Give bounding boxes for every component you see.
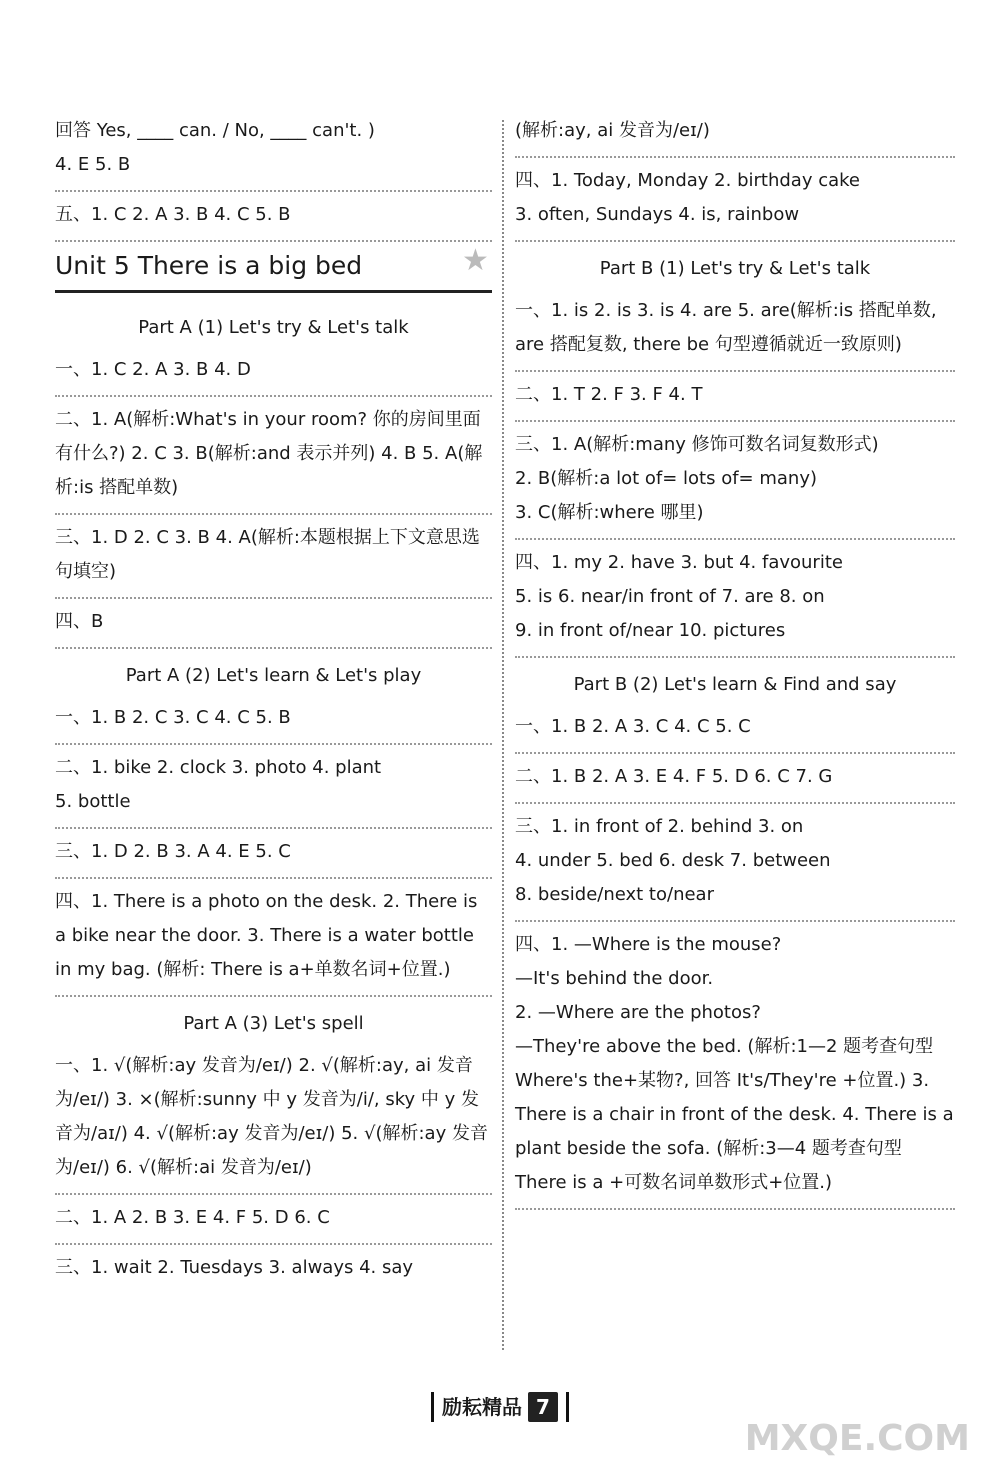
- answer-line: 五、1. C 2. A 3. B 4. C 5. B: [55, 204, 291, 225]
- answer-line: 二、1. A(解析:What's in your room? 你的房间里面有什么?) 2. C 3. B(解析:and 表示并列) 4. B 5. A(解析:is 搭配单数): [55, 409, 483, 498]
- answer-line: 三、1. D 2. C 3. B 4. A(解析:本题根据上下文意思选句填空): [55, 527, 480, 582]
- question-block: [515, 754, 955, 804]
- answer-line: 一、1. is 2. is 3. is 4. are 5. are(解析:is 搭配单数, are 搭配复数, there be 句型遵循就近一致原则): [515, 300, 937, 355]
- carryover-block: [515, 108, 955, 158]
- question-block: [55, 695, 492, 745]
- question-block: [55, 599, 492, 649]
- answer-line: 一、1. B 2. C 3. C 4. C 5. B: [55, 707, 291, 728]
- question-block: [55, 879, 492, 997]
- answer-line: 四、1. —Where is the mouse?: [515, 934, 782, 955]
- answer-line: 四、B: [55, 611, 104, 632]
- question-block: [515, 372, 955, 422]
- answer-line: 2. —Where are the photos?: [515, 1002, 761, 1023]
- answer-line: —It's behind the door.: [515, 968, 714, 989]
- footer-brand-box: [431, 1392, 569, 1422]
- part-heading: Part A (1) Let's try & Let's talk: [138, 317, 409, 338]
- answer-line: 三、1. in front of 2. behind 3. on: [515, 816, 804, 837]
- answer-line: 四、1. There is a photo on the desk. 2. There is a bike near the door. 3. There is a water bottle in my bag. (解析: There is a+单数名词+位置.): [55, 891, 478, 980]
- watermark: MXQE.COM: [744, 1418, 970, 1459]
- question-block: [55, 1195, 492, 1245]
- question-block: [55, 347, 492, 397]
- answer-line: 二、1. B 2. A 3. E 4. F 5. D 6. C 7. G: [515, 766, 833, 787]
- question-block: [55, 745, 492, 829]
- answer-line: —They're above the bed. (解析:1—2 题考查句型 Where's the+某物?, 回答 It's/They're +位置.) 3. There is a chair in front of the desk. 4. There is a plant beside the sofa. (解析:3—4 题考查句型 There is a +可数名词单数形式+位置.): [515, 1036, 954, 1193]
- answer-line: 四、1. Today, Monday 2. birthday cake: [515, 170, 860, 191]
- star-icon: ★: [462, 243, 489, 278]
- part-heading: Part B (2) Let's learn & Find and say: [573, 674, 897, 695]
- question-block: [515, 422, 955, 540]
- answer-line: 2. B(解析:a lot of= lots of= many): [515, 468, 818, 489]
- answer-line: 8. beside/next to/near: [515, 884, 714, 905]
- question-block: [55, 829, 492, 879]
- question-block: [55, 397, 492, 515]
- part-heading: Part B (1) Let's try & Let's talk: [599, 258, 871, 279]
- answer-line: 二、1. bike 2. clock 3. photo 4. plant: [55, 757, 382, 778]
- page-number: 7: [528, 1392, 558, 1422]
- unit-title: [55, 242, 492, 293]
- section-five-block: [55, 192, 492, 242]
- question-block: [515, 158, 955, 242]
- answer-line: 一、1. B 2. A 3. C 4. C 5. C: [515, 716, 751, 737]
- left-column: [55, 108, 492, 1293]
- right-column: [515, 108, 955, 1210]
- answer-line: 回答 Yes, ____ can. / No, ____ can't. ): [55, 120, 375, 141]
- question-block: [515, 540, 955, 658]
- answer-line: 5. bottle: [55, 791, 131, 812]
- answer-line: 4. E 5. B: [55, 154, 131, 175]
- answer-line: 三、1. D 2. B 3. A 4. E 5. C: [55, 841, 291, 862]
- question-block: [515, 704, 955, 754]
- question-block: [55, 515, 492, 599]
- answer-line: 四、1. my 2. have 3. but 4. favourite: [515, 552, 843, 573]
- answer-line: 3. C(解析:where 哪里): [515, 502, 704, 523]
- answer-line: 5. is 6. near/in front of 7. are 8. on: [515, 586, 825, 607]
- column-divider: [502, 120, 504, 1350]
- answer-line: 4. under 5. bed 6. desk 7. between: [515, 850, 831, 871]
- question-block: [515, 922, 955, 1210]
- answer-line: 二、1. T 2. F 3. F 4. T: [515, 384, 703, 405]
- question-block: [55, 1245, 492, 1293]
- part-heading: Part A (3) Let's spell: [183, 1013, 364, 1034]
- question-block: [55, 1043, 492, 1195]
- answer-line: (解析:ay, ai 发音为/eɪ/): [515, 120, 710, 141]
- answer-line: 三、1. A(解析:many 修饰可数名词复数形式): [515, 434, 879, 455]
- answer-line: 3. often, Sundays 4. is, rainbow: [515, 204, 800, 225]
- carryover-block: [55, 108, 492, 192]
- question-block: [515, 288, 955, 372]
- answer-line: 一、1. C 2. A 3. B 4. D: [55, 359, 251, 380]
- question-block: [515, 804, 955, 922]
- brand-name: 励耘精品: [442, 1395, 523, 1419]
- part-heading: Part A (2) Let's learn & Let's play: [125, 665, 422, 686]
- answer-line: 一、1. √(解析:ay 发音为/eɪ/) 2. √(解析:ay, ai 发音为/eɪ/) 3. ×(解析:sunny 中 y 发音为/i/, sky 中 y 发音为/aɪ/) 4. √(解析:ay 发音为/eɪ/) 5. √(解析:ay 发音为/eɪ/) 6. √(解析:ai 发音为/eɪ/): [55, 1055, 488, 1178]
- answer-line: 三、1. wait 2. Tuesdays 3. always 4. say: [55, 1257, 414, 1278]
- unit-title-text: Unit 5 There is a big bed: [55, 251, 363, 280]
- answer-line: 二、1. A 2. B 3. E 4. F 5. D 6. C: [55, 1207, 330, 1228]
- answer-line: 9. in front of/near 10. pictures: [515, 620, 786, 641]
